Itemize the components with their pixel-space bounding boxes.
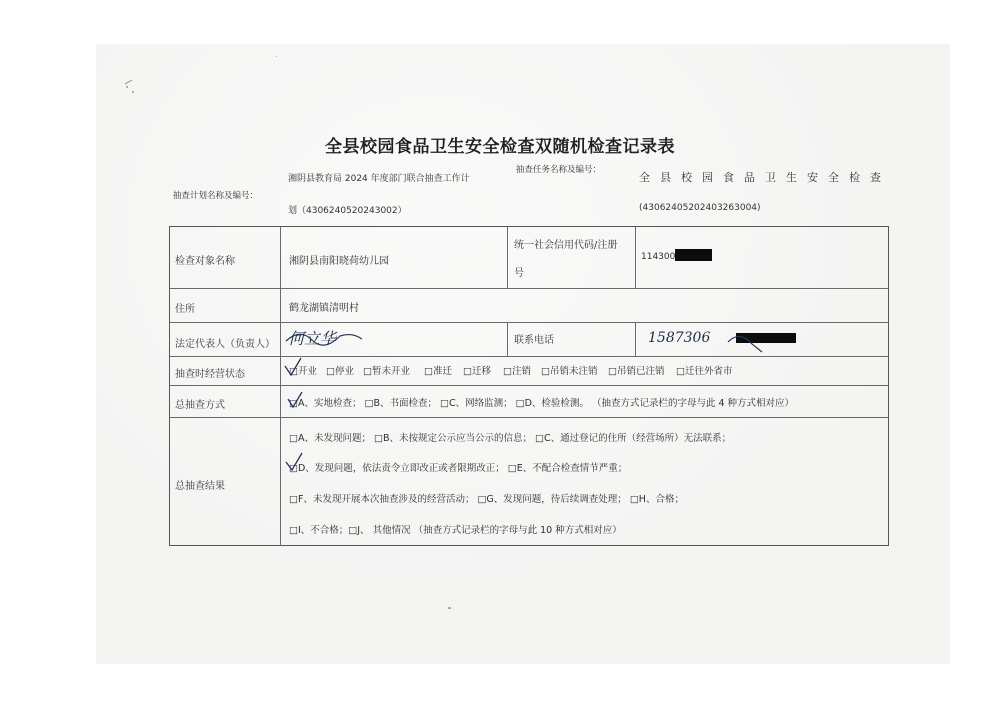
result-options-line1: □A、未发现问题； □B、未按规定公示应当公示的信息； □C、通过登记的住所（经营场所）无法联系； [289,433,732,444]
phone-label: 联系电话 [514,335,554,346]
task-value-line1: 全县校园食品卫生安全检查 [639,171,891,184]
method-label: 总抽查方式 [175,400,225,411]
row-divider [170,288,889,289]
legal-rep-signature: 何立华 [288,329,337,348]
status-option-open: □开业 [289,366,317,377]
object-label: 检查对象名称 [175,256,235,267]
status-option-moved-province: □迁往外省市 [676,366,733,377]
row-divider [170,417,889,418]
status-option-revoked-active: □吊销未注销 [541,366,598,377]
object-value: 湘阴县南阳晓荷幼儿园 [289,256,389,267]
column-divider [507,322,508,356]
row-divider [170,385,889,386]
result-options-line2: □D、发现问题，依法责令立即改正或者限期改正； □E、不配合检查情节严重； [289,463,628,474]
credit-code-label-cont: 号 [514,268,524,279]
redaction-bar [736,333,796,343]
column-divider [635,227,636,288]
plan-value-line1: 湘阴县教育局 2024 年度部门联合抽查工作计 [288,174,470,184]
result-options-line3: □F、未发现开展本次抽查涉及的经营活动； □G、发现问题，待后续调查处理； □H、合格； [289,494,684,505]
redaction-bar [675,249,712,261]
status-option-cancelled: □注销 [503,366,531,377]
status-label: 抽查时经营状态 [175,369,245,380]
address-value: 鹤龙湖镇清明村 [289,303,359,314]
column-divider [507,227,508,288]
credit-code-label: 统一社会信用代码/注册 [514,240,618,251]
status-option-pre-move: □准迁 [424,366,452,377]
address-label: 住所 [175,304,195,315]
scan-speck [448,607,451,609]
result-options-line4: □I、不合格；□J、 其他情况 （抽查方式记录栏的字母与此 10 种方式相对应） [289,525,622,536]
credit-code-value: 114300 [641,252,676,262]
column-divider [635,322,636,356]
plan-label: 抽查计划名称及编号： [173,191,259,201]
column-divider [280,227,281,546]
task-value-line2: (43062405202403263004) [639,203,761,213]
status-option-moved: □迁移 [463,366,491,377]
result-label: 总抽查结果 [175,481,225,492]
row-divider [170,356,889,357]
legal-rep-label: 法定代表人（负责人） [175,339,275,350]
status-option-not-open: □暂未开业 [363,366,410,377]
status-option-revoked-cancelled: □吊销已注销 [608,366,665,377]
scan-speck [132,91,134,93]
task-label: 抽查任务名称及编号： [516,165,602,175]
row-divider [170,322,889,323]
status-option-closed: □停业 [326,366,354,377]
scan-speck [126,86,128,88]
method-options: □A、实地检查； □B、书面检查； □C、网络监测； □D、检验检测。 （抽查方式记录栏的字母与此 4 种方式相对应） [289,398,795,409]
plan-value-line2: 划（430624052024300​2） [288,206,407,216]
scan-speck [276,56,277,57]
phone-value: 1587306 [648,330,711,346]
document-title: 全县校园食品卫生安全检查双随机检查记录表 [325,137,675,157]
